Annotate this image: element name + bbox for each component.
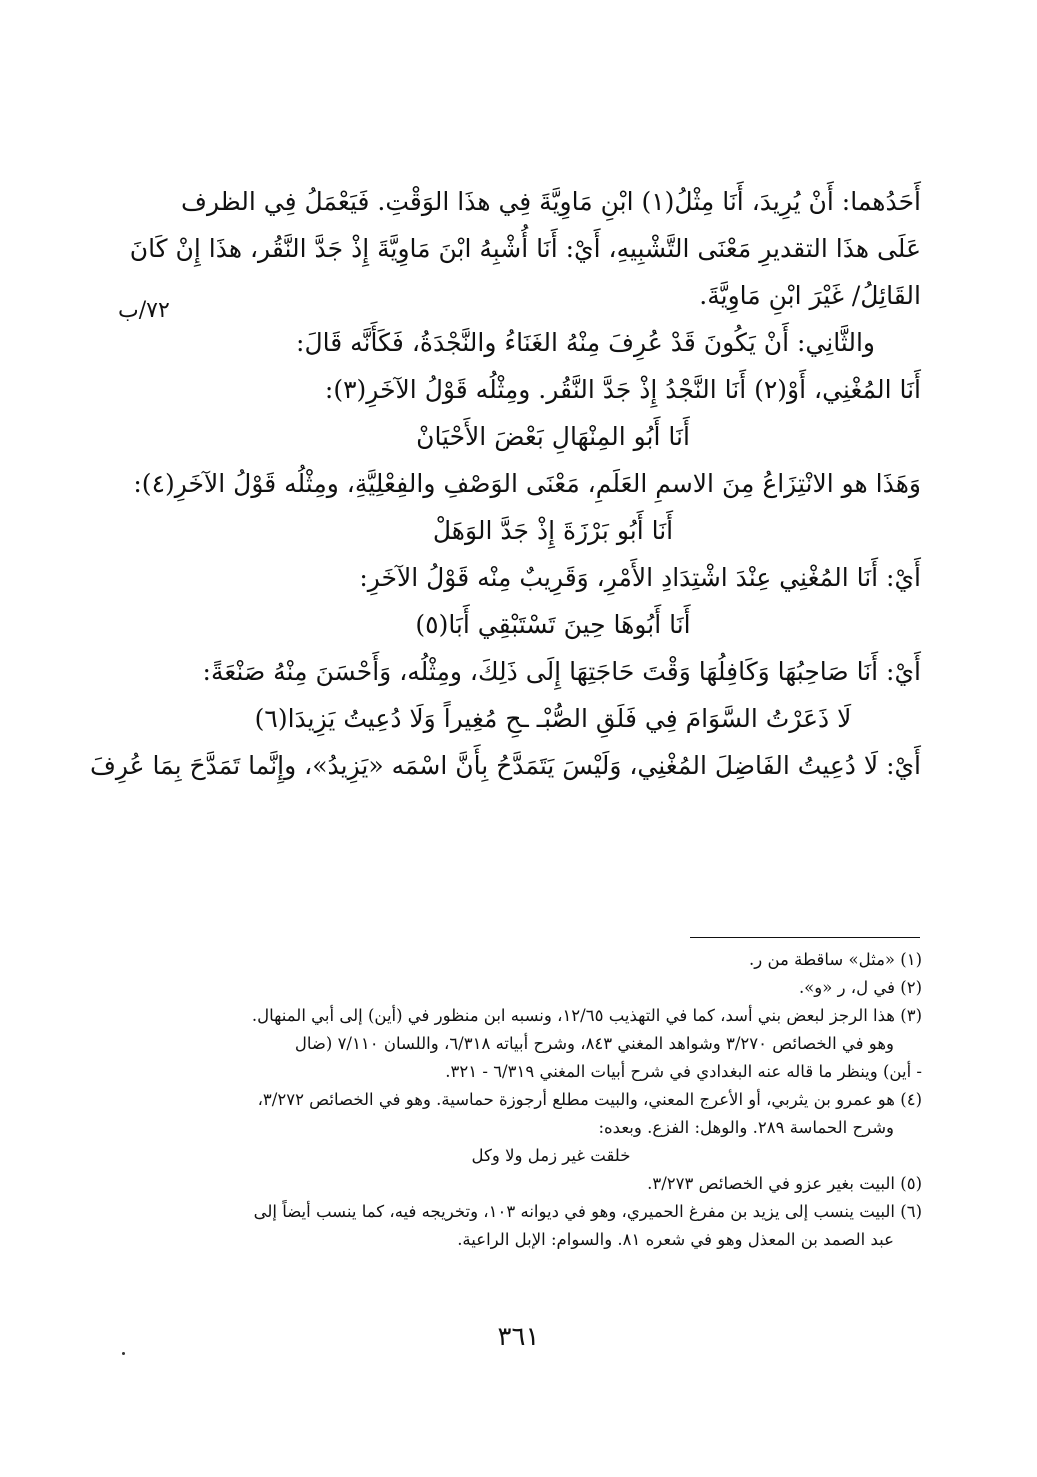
body-line: أَحَدُهما: أَنْ يُرِيدَ، أَنَا مِثْلُ(١) ابْنِ مَاوِيَّةَ فِي هذَا الوَقْتِ. فَيَعْمَلُ فِي الظرف [181, 187, 921, 216]
body-line: عَلَى هذَا التقديرِ مَعْنَى التَّشْبِيهِ، أَيْ: أَنَا أُشْبِهُ ابْنَ مَاوِيَّةَ إِذْ جَدَّ النَّقُر، هذَا إِنْ كَانَ [129, 234, 921, 263]
footnote: (٥) البيت بغير عزو في الخصائص ٣/٢٧٣. [647, 1174, 922, 1193]
body-line: أَيْ: أَنَا المُغْنِي عِنْدَ اشْتِدَادِ الأَمْرِ، وَقَرِيبٌ مِنْه قَوْلُ الآخَرِ: [359, 563, 921, 592]
scan-speck [122, 1352, 125, 1355]
footnote: (١) «مثل» ساقطة من ر. [749, 950, 922, 969]
footnote: (٦) البيت ينسب إلى يزيد بن مفرغ الحميري، وهو في ديوانه ١٠٣، وتخريجه فيه، كما ينسب أيضاً إلى [253, 1202, 922, 1221]
body-line: أَنَا المُغْنِي، أَوْ(٢) أَنَا النَّجْدُ إِذْ جَدَّ النَّقُر. ومِثْلُه قَوْلُ الآخَرِ(٣): [324, 375, 921, 404]
footnote-continuation: وشرح الحماسة ٢٨٩. والوهل: الفزع. وبعده: [598, 1118, 894, 1137]
footnote-separator [690, 937, 920, 938]
body-line: والثَّانِي: أَنْ يَكُونَ قَدْ عُرِفَ مِنْهُ الغَنَاءُ والنَّجْدَةُ، فَكَأَنَّه قَالَ: [296, 328, 875, 357]
manuscript-folio-note: ٧٢/ب [118, 298, 170, 323]
page-number: ٣٦١ [497, 1322, 540, 1352]
footnote-verse: خلقت غير زمل ولا وكل [471, 1146, 631, 1165]
verse-line: لَا ذَعَرْتُ السَّوَامَ فِي فَلَقِ الصُّبْـ ـحِ مُغِيراً وَلَا دُعِيتُ يَزِيدَا(٦) [254, 704, 852, 733]
verse-line: أَنَا أَبُوهَا حِينَ تَسْتَبْقِي أَبَا(٥) [415, 610, 691, 639]
footnotes [180, 946, 922, 1254]
verse-line: أَنَا أَبُو المِنْهَالِ بَعْضَ الأَحْيَانْ [416, 422, 690, 451]
body-line: أَيْ: لَا دُعِيتُ الفَاضِلَ المُغْنِي، وَلَيْسَ يَتَمَدَّحُ بِأَنَّ اسْمَه «يَزِيدُ»، وإِنَّما تَمَدَّحَ بِمَا عُرِفَ [89, 751, 921, 780]
body-line: أَيْ: أَنَا صَاحِبُهَا وَكَافِلُهَا وَقْتَ حَاجَتِهَا إِلَى ذَلِكَ، ومِثْلُه، وَأَحْسَنَ مِنْهُ صَنْعَةً: [202, 657, 921, 686]
footnote: (٢) في ل، ر «و». [798, 978, 922, 997]
footnote-continuation: وهو في الخصائص ٣/٢٧٠ وشواهد المغني ٨٤٣، وشرح أبياته ٦/٣١٨، واللسان ٧/١١٠ (ضال [294, 1034, 894, 1053]
body-line: وَهَذَا هو الانْتِزَاعُ مِنَ الاسمِ العَلَمِ، مَعْنَى الوَصْفِ والفِعْلِيَّةِ، ومِثْلُه قَوْلُ الآخَرِ(٤): [133, 469, 921, 498]
footnote-continuation: - أين) وينظر ما قاله عنه البغدادي في شرح أبيات المغني ٦/٣١٩ - ٣٢١. [445, 1062, 922, 1081]
footnote: (٤) هو عمرو بن يثربي، أو الأعرج المعني، والبيت مطلع أرجوزة حماسية. وهو في الخصائص ٣/٢٧٢، [257, 1090, 922, 1109]
footnote-continuation: عبد الصمد بن المعذل وهو في شعره ٨١. والسوام: الإبل الراعية. [457, 1230, 894, 1249]
verse-line: أَنَا أَبُو بَرْزَةَ إِذْ جَدَّ الوَهَلْ [432, 516, 674, 545]
body-line: القَائِلُ/ غَيْرَ ابْنِ مَاوِيَّةَ. [699, 281, 921, 310]
footnote: (٣) هذا الرجز لبعض بني أسد، كما في التهذيب ١٢/٦٥، ونسبه ابن منظور في (أين) إلى أبي المنهال. [251, 1006, 922, 1025]
